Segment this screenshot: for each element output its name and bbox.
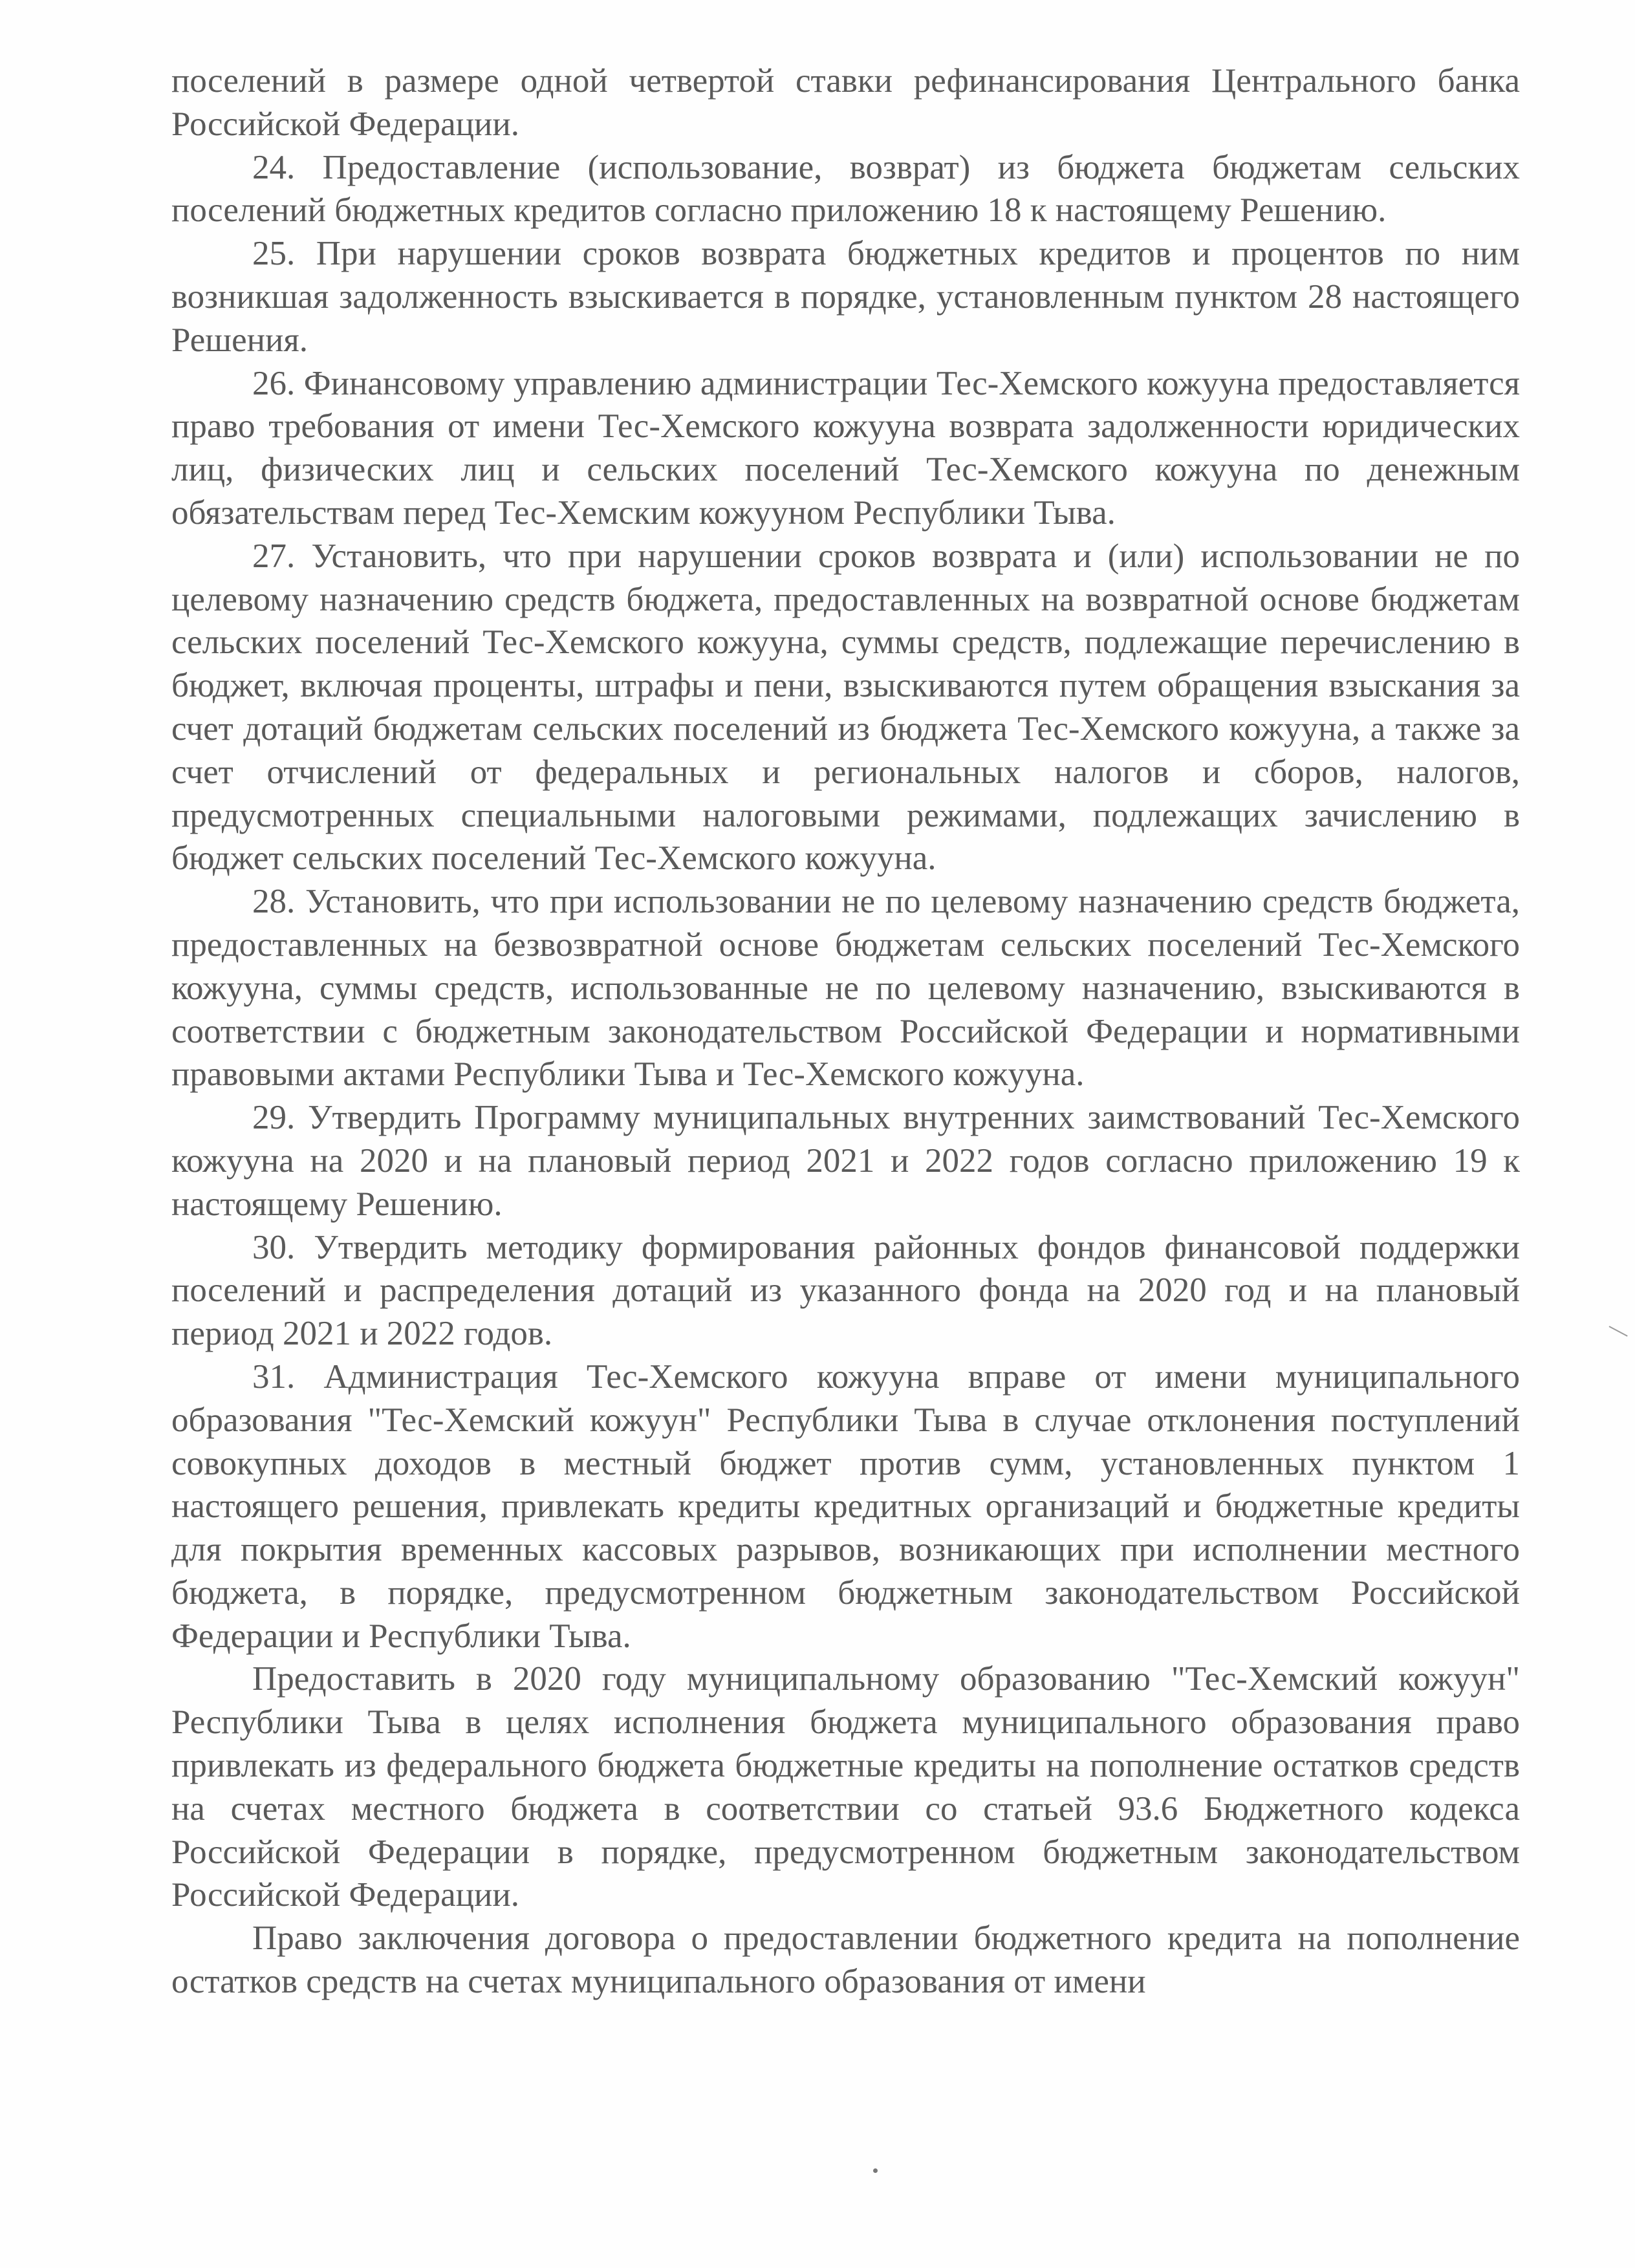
paragraph-31-budget-credits: Предоставить в 2020 году муниципальному образованию "Тес-Хемский кожуун" Республики Тыва в целях исполнения бюджета муниципального образования право привлекать из федерального бюджета бюджетные кредиты на пополнение остатков средств на счетах местного бюджета в соответствии со статьей 93.6 Бюджетного кодекса Российской Федерации в порядке, предусмотренном бюджетным законодательством Российской Федерации. (171, 1660, 1520, 1914)
paragraph-30: 30. Утвердить методику формирования районных фондов финансовой поддержки поселений и распределения дотаций из указанного фонда на 2020 год и на плановый период 2021 и 2022 годов. (171, 1228, 1520, 1353)
paragraph-23-continuation: поселений в размере одной четвертой ставки рефинансирования Центрального банка Российской Федерации. (171, 62, 1520, 143)
paragraph-26: 26. Финансовому управлению администрации Тес-Хемского кожууна предоставляется право требования от имени Тес-Хемского кожууна возврата задолженности юридических лиц, физических лиц и сельских поселений Тес-Хемского кожууна по денежным обязательствам перед Тес-Хемским кожууном Республики Тыва. (171, 364, 1520, 532)
paragraph-29: 29. Утвердить Программу муниципальных внутренних заимствований Тес-Хемского кожууна на 2020 и на плановый период 2021 и 2022 годов согласно приложению 19 к настоящему Решению. (171, 1099, 1520, 1223)
scan-edge-mark (1609, 1326, 1628, 1337)
document-body (171, 59, 1520, 2003)
paragraph-25: 25. При нарушении сроков возврата бюджетных кредитов и процентов по ним возникшая задолженность взыскивается в порядке, установленным пунктом 28 настоящего Решения. (171, 235, 1520, 359)
scan-speck (873, 2168, 878, 2173)
paragraph-27: 27. Установить, что при нарушении сроков возврата и (или) использовании не по целевому назначению средств бюджета, предоставленных на возвратной основе бюджетам сельских поселений Тес-Хемского кожууна, суммы средств, подлежащие перечислению в бюджет, включая проценты, штрафы и пени, взыскиваются путем обращения взыскания за счет дотаций бюджетам сельских поселений из бюджета Тес-Хемского кожууна, а также за счет отчислений от федеральных и региональных налогов и сборов, налогов, предусмотренных специальными налоговыми режимами, подлежащих зачислению в бюджет сельских поселений Тес-Хемского кожууна. (171, 537, 1520, 878)
paragraph-28: 28. Установить, что при использовании не по целевому назначению средств бюджета, предоставленных на безвозвратной основе бюджетам сельских поселений Тес-Хемского кожууна, суммы средств, использованные не по целевому назначению, взыскиваются в соответствии с бюджетным законодательством Российской Федерации и нормативными правовыми актами Республики Тыва и Тес-Хемского кожууна. (171, 883, 1520, 1094)
paragraph-31: 31. Администрация Тес-Хемского кожууна вправе от имени муниципального образования "Тес-Хемский кожуун" Республики Тыва в случае отклонения поступлений совокупных доходов в местный бюджет против сумм, установленных пунктом 1 настоящего решения, привлекать кредиты кредитных организаций и бюджетные кредиты для покрытия временных кассовых разрывов, возникающих при исполнении местного бюджета, в порядке, предусмотренном бюджетным законодательством Российской Федерации и Республики Тыва. (171, 1357, 1520, 1655)
paragraph-24: 24. Предоставление (использование, возврат) из бюджета бюджетам сельских поселений бюджетных кредитов согласно приложению 18 к настоящему Решению. (171, 148, 1520, 230)
paragraph-31-contract-right: Право заключения договора о предоставлении бюджетного кредита на пополнение остатков средств на счетах муниципального образования от имени (171, 1919, 1520, 2001)
